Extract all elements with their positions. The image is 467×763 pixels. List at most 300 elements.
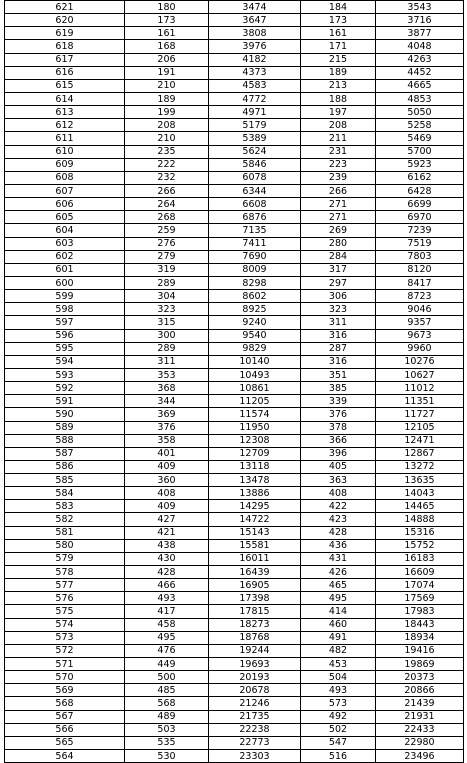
count-b-cell: 422: [301, 500, 376, 513]
score-cell: 591: [5, 395, 125, 408]
count-a-cell: 235: [125, 145, 209, 158]
cumulative-b-cell: 9046: [376, 303, 464, 316]
count-a-cell: 268: [125, 211, 209, 224]
cumulative-b-cell: 18934: [376, 631, 464, 644]
count-b-cell: 493: [301, 684, 376, 697]
score-table-body: [5, 1, 464, 763]
table-row: [5, 526, 464, 539]
cumulative-b-cell: 4853: [376, 92, 464, 105]
count-a-cell: 210: [125, 79, 209, 92]
count-a-cell: 199: [125, 106, 209, 119]
cumulative-a-cell: 13886: [209, 487, 301, 500]
cumulative-b-cell: 5258: [376, 119, 464, 132]
table-row: [5, 421, 464, 434]
score-cell: 619: [5, 27, 125, 40]
score-cell: 603: [5, 237, 125, 250]
count-b-cell: 492: [301, 710, 376, 723]
score-cell: 607: [5, 184, 125, 197]
cumulative-a-cell: 9240: [209, 316, 301, 329]
table-row: [5, 119, 464, 132]
cumulative-b-cell: 11727: [376, 408, 464, 421]
table-row: [5, 723, 464, 736]
cumulative-b-cell: 7239: [376, 224, 464, 237]
cumulative-b-cell: 10627: [376, 368, 464, 381]
cumulative-b-cell: 7803: [376, 250, 464, 263]
cumulative-a-cell: 4583: [209, 79, 301, 92]
cumulative-b-cell: 8417: [376, 276, 464, 289]
cumulative-a-cell: 12308: [209, 434, 301, 447]
count-b-cell: 385: [301, 382, 376, 395]
count-b-cell: 316: [301, 355, 376, 368]
cumulative-b-cell: 5700: [376, 145, 464, 158]
cumulative-b-cell: 16609: [376, 566, 464, 579]
table-row: [5, 395, 464, 408]
cumulative-a-cell: 14722: [209, 513, 301, 526]
cumulative-b-cell: 18443: [376, 618, 464, 631]
score-cell: 584: [5, 487, 125, 500]
table-row: [5, 211, 464, 224]
cumulative-a-cell: 9829: [209, 342, 301, 355]
count-b-cell: 311: [301, 316, 376, 329]
cumulative-a-cell: 23303: [209, 750, 301, 763]
cumulative-b-cell: 11351: [376, 395, 464, 408]
score-cell: 564: [5, 750, 125, 763]
count-b-cell: 271: [301, 198, 376, 211]
score-cell: 569: [5, 684, 125, 697]
cumulative-b-cell: 15752: [376, 539, 464, 552]
cumulative-b-cell: 6699: [376, 198, 464, 211]
score-cell: 571: [5, 658, 125, 671]
table-row: [5, 79, 464, 92]
table-row: [5, 697, 464, 710]
count-a-cell: 232: [125, 171, 209, 184]
count-a-cell: 259: [125, 224, 209, 237]
score-cell: 585: [5, 474, 125, 487]
count-b-cell: 414: [301, 605, 376, 618]
cumulative-b-cell: 7519: [376, 237, 464, 250]
table-row: [5, 500, 464, 513]
count-b-cell: 547: [301, 736, 376, 749]
score-cell: 620: [5, 14, 125, 27]
cumulative-a-cell: 7411: [209, 237, 301, 250]
count-a-cell: 369: [125, 408, 209, 421]
table-row: [5, 198, 464, 211]
cumulative-a-cell: 16905: [209, 579, 301, 592]
count-a-cell: 428: [125, 566, 209, 579]
table-row: [5, 552, 464, 565]
cumulative-b-cell: 17074: [376, 579, 464, 592]
table-row: [5, 631, 464, 644]
count-a-cell: 191: [125, 66, 209, 79]
table-row: [5, 658, 464, 671]
table-row: [5, 618, 464, 631]
cumulative-b-cell: 20866: [376, 684, 464, 697]
cumulative-a-cell: 19244: [209, 644, 301, 657]
table-row: [5, 303, 464, 316]
cumulative-a-cell: 20193: [209, 671, 301, 684]
table-row: [5, 434, 464, 447]
cumulative-a-cell: 22773: [209, 736, 301, 749]
score-cell: 576: [5, 592, 125, 605]
count-b-cell: 378: [301, 421, 376, 434]
count-b-cell: 504: [301, 671, 376, 684]
cumulative-b-cell: 13272: [376, 460, 464, 473]
count-b-cell: 423: [301, 513, 376, 526]
count-b-cell: 197: [301, 106, 376, 119]
score-cell: 613: [5, 106, 125, 119]
cumulative-a-cell: 8298: [209, 276, 301, 289]
table-row: [5, 237, 464, 250]
cumulative-b-cell: 4452: [376, 66, 464, 79]
score-cell: 580: [5, 539, 125, 552]
cumulative-a-cell: 9540: [209, 329, 301, 342]
count-a-cell: 409: [125, 500, 209, 513]
count-a-cell: 438: [125, 539, 209, 552]
table-row: [5, 750, 464, 763]
score-cell: 579: [5, 552, 125, 565]
score-cell: 621: [5, 1, 125, 14]
score-cell: 605: [5, 211, 125, 224]
cumulative-b-cell: 12471: [376, 434, 464, 447]
score-cell: 614: [5, 92, 125, 105]
table-row: [5, 447, 464, 460]
score-cell: 581: [5, 526, 125, 539]
cumulative-b-cell: 12105: [376, 421, 464, 434]
count-b-cell: 339: [301, 395, 376, 408]
cumulative-b-cell: 3877: [376, 27, 464, 40]
cumulative-a-cell: 6608: [209, 198, 301, 211]
cumulative-a-cell: 15581: [209, 539, 301, 552]
count-b-cell: 405: [301, 460, 376, 473]
count-a-cell: 401: [125, 447, 209, 460]
cumulative-b-cell: 15316: [376, 526, 464, 539]
score-cell: 566: [5, 723, 125, 736]
cumulative-b-cell: 16183: [376, 552, 464, 565]
cumulative-a-cell: 10140: [209, 355, 301, 368]
count-b-cell: 269: [301, 224, 376, 237]
count-b-cell: 516: [301, 750, 376, 763]
cumulative-b-cell: 4048: [376, 40, 464, 53]
cumulative-a-cell: 3474: [209, 1, 301, 14]
count-b-cell: 211: [301, 132, 376, 145]
count-a-cell: 427: [125, 513, 209, 526]
count-a-cell: 319: [125, 263, 209, 276]
score-cell: 567: [5, 710, 125, 723]
score-cell: 583: [5, 500, 125, 513]
count-a-cell: 495: [125, 631, 209, 644]
score-cell: 600: [5, 276, 125, 289]
score-table: [4, 0, 464, 763]
cumulative-b-cell: 9960: [376, 342, 464, 355]
score-cell: 618: [5, 40, 125, 53]
table-row: [5, 736, 464, 749]
cumulative-b-cell: 14465: [376, 500, 464, 513]
count-a-cell: 530: [125, 750, 209, 763]
cumulative-a-cell: 17815: [209, 605, 301, 618]
table-row: [5, 671, 464, 684]
score-cell: 602: [5, 250, 125, 263]
count-b-cell: 428: [301, 526, 376, 539]
cumulative-a-cell: 4373: [209, 66, 301, 79]
count-b-cell: 317: [301, 263, 376, 276]
score-cell: 611: [5, 132, 125, 145]
count-b-cell: 366: [301, 434, 376, 447]
cumulative-a-cell: 17398: [209, 592, 301, 605]
table-row: [5, 158, 464, 171]
cumulative-a-cell: 11950: [209, 421, 301, 434]
table-row: [5, 487, 464, 500]
count-a-cell: 500: [125, 671, 209, 684]
table-row: [5, 92, 464, 105]
table-row: [5, 382, 464, 395]
table-row: [5, 27, 464, 40]
cumulative-b-cell: 20373: [376, 671, 464, 684]
score-cell: 589: [5, 421, 125, 434]
cumulative-b-cell: 8120: [376, 263, 464, 276]
cumulative-b-cell: 19869: [376, 658, 464, 671]
count-b-cell: 316: [301, 329, 376, 342]
cumulative-a-cell: 16439: [209, 566, 301, 579]
count-b-cell: 266: [301, 184, 376, 197]
count-b-cell: 297: [301, 276, 376, 289]
count-a-cell: 344: [125, 395, 209, 408]
count-a-cell: 421: [125, 526, 209, 539]
score-cell: 617: [5, 53, 125, 66]
score-cell: 570: [5, 671, 125, 684]
count-b-cell: 436: [301, 539, 376, 552]
count-b-cell: 396: [301, 447, 376, 460]
cumulative-a-cell: 7135: [209, 224, 301, 237]
count-b-cell: 213: [301, 79, 376, 92]
count-a-cell: 168: [125, 40, 209, 53]
cumulative-a-cell: 11205: [209, 395, 301, 408]
cumulative-a-cell: 6344: [209, 184, 301, 197]
table-row: [5, 171, 464, 184]
score-cell: 573: [5, 631, 125, 644]
table-row: [5, 106, 464, 119]
cumulative-a-cell: 3647: [209, 14, 301, 27]
table-row: [5, 355, 464, 368]
count-a-cell: 206: [125, 53, 209, 66]
count-b-cell: 188: [301, 92, 376, 105]
count-a-cell: 535: [125, 736, 209, 749]
table-row: [5, 539, 464, 552]
cumulative-a-cell: 12709: [209, 447, 301, 460]
table-row: [5, 40, 464, 53]
cumulative-b-cell: 14888: [376, 513, 464, 526]
cumulative-a-cell: 18273: [209, 618, 301, 631]
count-a-cell: 417: [125, 605, 209, 618]
table-row: [5, 605, 464, 618]
score-cell: 616: [5, 66, 125, 79]
count-a-cell: 208: [125, 119, 209, 132]
count-b-cell: 173: [301, 14, 376, 27]
score-cell: 568: [5, 697, 125, 710]
count-b-cell: 239: [301, 171, 376, 184]
table-row: [5, 460, 464, 473]
table-row: [5, 474, 464, 487]
table-row: [5, 342, 464, 355]
cumulative-b-cell: 11012: [376, 382, 464, 395]
count-a-cell: 449: [125, 658, 209, 671]
cumulative-a-cell: 8009: [209, 263, 301, 276]
count-b-cell: 376: [301, 408, 376, 421]
count-b-cell: 271: [301, 211, 376, 224]
score-cell: 592: [5, 382, 125, 395]
count-b-cell: 460: [301, 618, 376, 631]
count-a-cell: 161: [125, 27, 209, 40]
score-cell: 577: [5, 579, 125, 592]
count-a-cell: 180: [125, 1, 209, 14]
count-a-cell: 503: [125, 723, 209, 736]
cumulative-b-cell: 19416: [376, 644, 464, 657]
cumulative-a-cell: 4971: [209, 106, 301, 119]
count-b-cell: 161: [301, 27, 376, 40]
score-cell: 575: [5, 605, 125, 618]
score-cell: 604: [5, 224, 125, 237]
cumulative-b-cell: 14043: [376, 487, 464, 500]
count-a-cell: 360: [125, 474, 209, 487]
cumulative-a-cell: 5846: [209, 158, 301, 171]
score-cell: 608: [5, 171, 125, 184]
cumulative-a-cell: 20678: [209, 684, 301, 697]
cumulative-b-cell: 12867: [376, 447, 464, 460]
count-a-cell: 353: [125, 368, 209, 381]
cumulative-a-cell: 11574: [209, 408, 301, 421]
score-cell: 593: [5, 368, 125, 381]
count-a-cell: 323: [125, 303, 209, 316]
count-b-cell: 363: [301, 474, 376, 487]
count-a-cell: 304: [125, 290, 209, 303]
table-row: [5, 53, 464, 66]
score-cell: 565: [5, 736, 125, 749]
cumulative-b-cell: 5923: [376, 158, 464, 171]
count-a-cell: 466: [125, 579, 209, 592]
cumulative-a-cell: 10493: [209, 368, 301, 381]
cumulative-a-cell: 13478: [209, 474, 301, 487]
count-b-cell: 184: [301, 1, 376, 14]
cumulative-a-cell: 5179: [209, 119, 301, 132]
count-a-cell: 279: [125, 250, 209, 263]
count-b-cell: 495: [301, 592, 376, 605]
cumulative-a-cell: 4772: [209, 92, 301, 105]
count-a-cell: 289: [125, 276, 209, 289]
score-cell: 590: [5, 408, 125, 421]
count-b-cell: 189: [301, 66, 376, 79]
table-row: [5, 710, 464, 723]
cumulative-a-cell: 18768: [209, 631, 301, 644]
cumulative-b-cell: 4263: [376, 53, 464, 66]
cumulative-a-cell: 7690: [209, 250, 301, 263]
cumulative-b-cell: 6428: [376, 184, 464, 197]
count-a-cell: 409: [125, 460, 209, 473]
table-row: [5, 368, 464, 381]
cumulative-a-cell: 16011: [209, 552, 301, 565]
cumulative-b-cell: 23496: [376, 750, 464, 763]
score-cell: 572: [5, 644, 125, 657]
cumulative-b-cell: 13635: [376, 474, 464, 487]
score-cell: 601: [5, 263, 125, 276]
score-cell: 594: [5, 355, 125, 368]
count-b-cell: 208: [301, 119, 376, 132]
count-a-cell: 376: [125, 421, 209, 434]
cumulative-b-cell: 6970: [376, 211, 464, 224]
count-b-cell: 491: [301, 631, 376, 644]
table-row: [5, 250, 464, 263]
cumulative-b-cell: 8723: [376, 290, 464, 303]
count-a-cell: 311: [125, 355, 209, 368]
count-a-cell: 408: [125, 487, 209, 500]
score-cell: 610: [5, 145, 125, 158]
count-a-cell: 173: [125, 14, 209, 27]
cumulative-a-cell: 5624: [209, 145, 301, 158]
count-a-cell: 189: [125, 92, 209, 105]
cumulative-b-cell: 9357: [376, 316, 464, 329]
count-b-cell: 426: [301, 566, 376, 579]
cumulative-b-cell: 9673: [376, 329, 464, 342]
table-row: [5, 316, 464, 329]
count-a-cell: 568: [125, 697, 209, 710]
score-cell: 599: [5, 290, 125, 303]
cumulative-a-cell: 19693: [209, 658, 301, 671]
table-row: [5, 408, 464, 421]
score-cell: 615: [5, 79, 125, 92]
table-row: [5, 644, 464, 657]
count-b-cell: 223: [301, 158, 376, 171]
count-b-cell: 408: [301, 487, 376, 500]
score-cell: 609: [5, 158, 125, 171]
cumulative-a-cell: 8925: [209, 303, 301, 316]
cumulative-b-cell: 17569: [376, 592, 464, 605]
count-a-cell: 315: [125, 316, 209, 329]
table-row: [5, 579, 464, 592]
count-a-cell: 430: [125, 552, 209, 565]
table-row: [5, 14, 464, 27]
cumulative-b-cell: 17983: [376, 605, 464, 618]
count-a-cell: 493: [125, 592, 209, 605]
cumulative-b-cell: 6162: [376, 171, 464, 184]
table-row: [5, 276, 464, 289]
cumulative-b-cell: 5050: [376, 106, 464, 119]
table-row: [5, 224, 464, 237]
score-cell: 596: [5, 329, 125, 342]
table-row: [5, 684, 464, 697]
count-b-cell: 171: [301, 40, 376, 53]
cumulative-a-cell: 3976: [209, 40, 301, 53]
count-a-cell: 300: [125, 329, 209, 342]
count-b-cell: 284: [301, 250, 376, 263]
score-cell: 595: [5, 342, 125, 355]
cumulative-a-cell: 14295: [209, 500, 301, 513]
count-b-cell: 482: [301, 644, 376, 657]
count-b-cell: 280: [301, 237, 376, 250]
count-a-cell: 476: [125, 644, 209, 657]
table-row: [5, 290, 464, 303]
count-b-cell: 231: [301, 145, 376, 158]
cumulative-a-cell: 10861: [209, 382, 301, 395]
score-cell: 588: [5, 434, 125, 447]
score-cell: 587: [5, 447, 125, 460]
cumulative-b-cell: 21439: [376, 697, 464, 710]
count-a-cell: 210: [125, 132, 209, 145]
count-b-cell: 453: [301, 658, 376, 671]
count-b-cell: 351: [301, 368, 376, 381]
cumulative-a-cell: 4182: [209, 53, 301, 66]
cumulative-a-cell: 21246: [209, 697, 301, 710]
count-b-cell: 323: [301, 303, 376, 316]
cumulative-a-cell: 3808: [209, 27, 301, 40]
cumulative-a-cell: 21735: [209, 710, 301, 723]
